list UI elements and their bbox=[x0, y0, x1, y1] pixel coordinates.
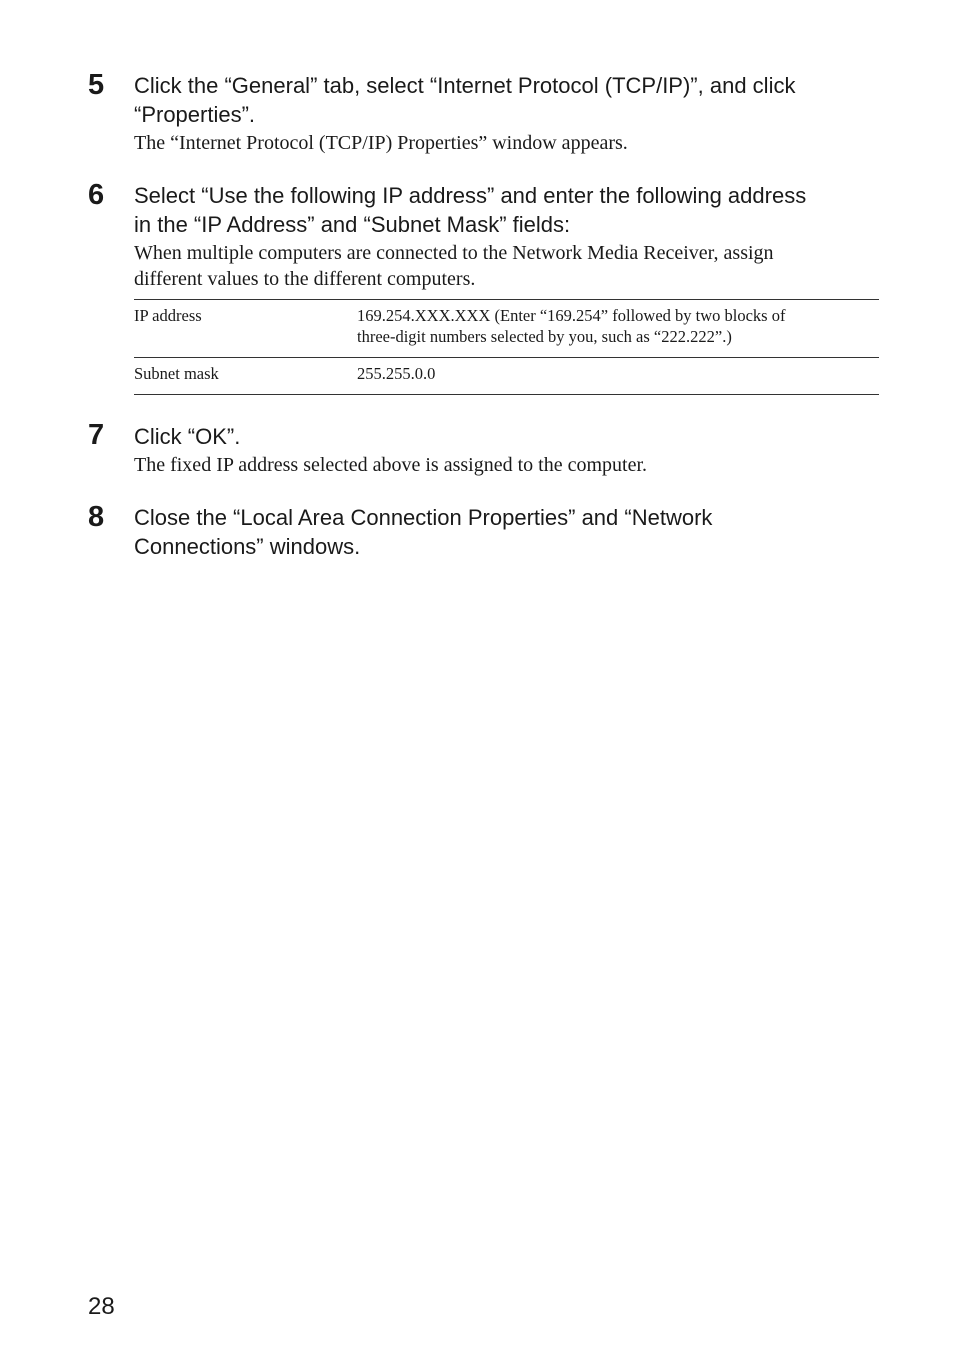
table-cell-value bbox=[357, 300, 879, 358]
table-cell-value-line: 255.255.0.0 bbox=[357, 364, 436, 383]
step-heading-line: Click “OK”. bbox=[134, 424, 241, 449]
table-cell-value-line: three-digit numbers selected by you, such as “222.222”.) bbox=[357, 327, 732, 346]
step-number: 6 bbox=[88, 179, 105, 211]
step-heading-line: Select “Use the following IP address” and enter the following address bbox=[134, 183, 807, 208]
table-cell-label: IP address bbox=[134, 306, 202, 325]
step-heading bbox=[134, 423, 874, 452]
step-description bbox=[134, 130, 874, 156]
step-heading bbox=[134, 72, 874, 129]
step-number: 5 bbox=[88, 69, 105, 101]
step-description-line: different values to the different computers. bbox=[134, 268, 476, 290]
step-description-line: The fixed IP address selected above is assigned to the computer. bbox=[134, 454, 647, 476]
step-description-line: The “Internet Protocol (TCP/IP) Properties” window appears. bbox=[134, 132, 628, 154]
step-heading-line: Connections” windows. bbox=[134, 533, 361, 559]
step-description bbox=[134, 452, 874, 478]
step-number: 8 bbox=[88, 501, 105, 533]
table-cell-value-line: 169.254.XXX.XXX (Enter “169.254” followed by two blocks of bbox=[357, 306, 786, 325]
step-heading bbox=[134, 504, 874, 561]
page-number: 28 bbox=[88, 1293, 115, 1320]
table-cell-value bbox=[357, 358, 879, 395]
step-heading-line: “Properties”. bbox=[134, 101, 256, 127]
step-heading-line: in the “IP Address” and “Subnet Mask” fields: bbox=[134, 211, 571, 237]
table-row bbox=[134, 358, 879, 395]
step-heading-line: Click the “General” tab, select “Internet Protocol (TCP/IP)”, and click bbox=[134, 73, 796, 98]
step-description-line: When multiple computers are connected to the Network Media Receiver, assign bbox=[134, 242, 774, 264]
step-description bbox=[134, 240, 874, 292]
table-row bbox=[134, 300, 879, 358]
table-cell-label: Subnet mask bbox=[134, 364, 219, 383]
step-number: 7 bbox=[88, 419, 105, 451]
network-settings-table bbox=[134, 299, 879, 395]
step-heading-line: Close the “Local Area Connection Properties” and “Network bbox=[134, 505, 713, 530]
step-heading bbox=[134, 182, 874, 239]
